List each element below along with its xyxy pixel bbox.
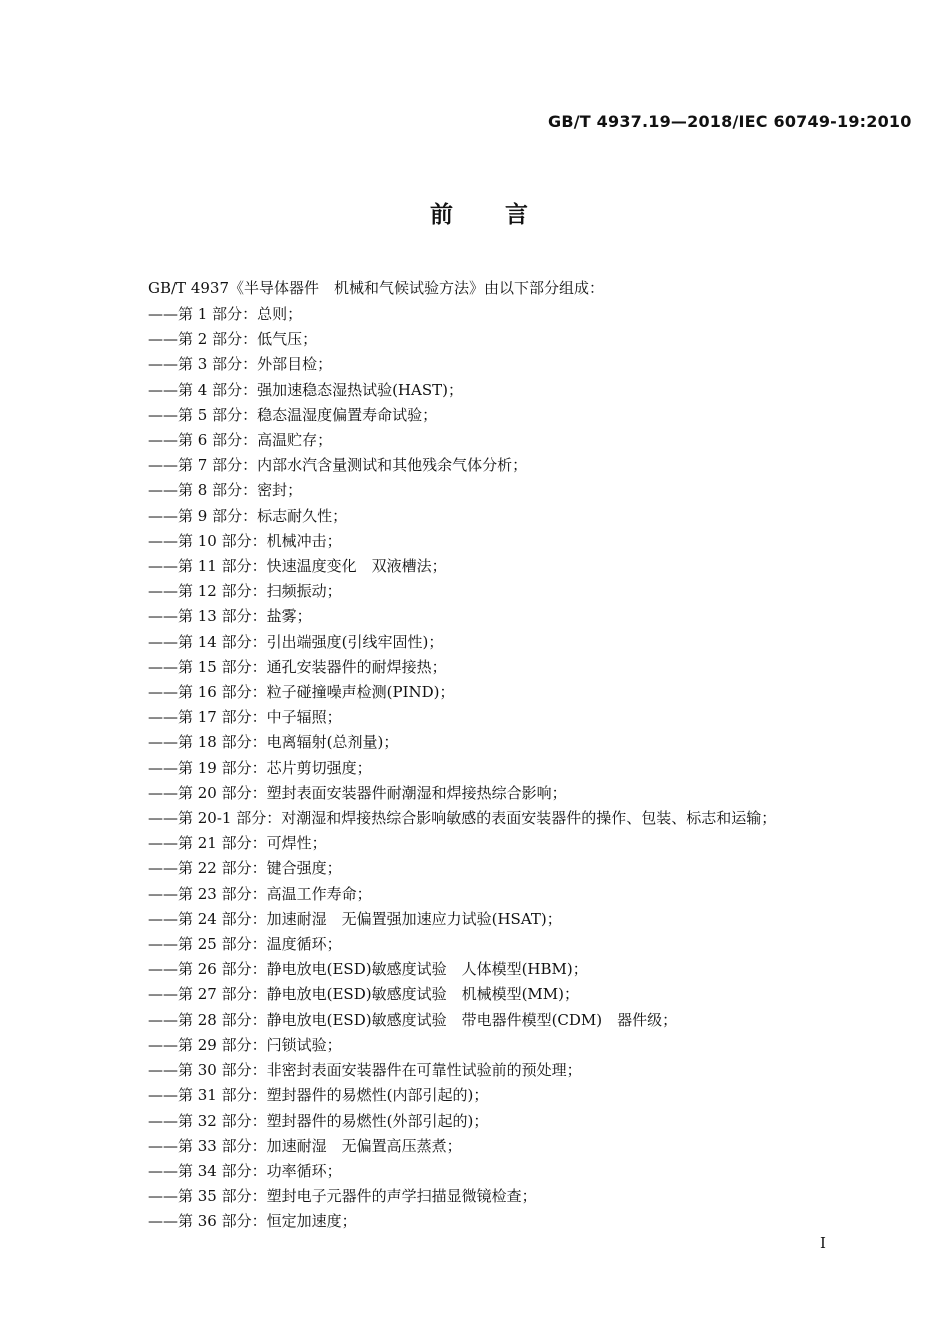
intro-paragraph: GB/T 4937《半导体器件 机械和气候试验方法》由以下部分组成： [148,279,605,297]
list-item: ——第 6 部分：高温贮存； [148,431,333,450]
list-item: ——第 18 部分：电离辐射(总剂量)； [148,733,399,752]
list-item: ——第 13 部分：盐雾； [148,607,312,626]
list-item: ——第 28 部分：静电放电(ESD)敏感度试验 带电器件模型(CDM) 器件级； [148,1010,678,1029]
list-item: ——第 32 部分：塑封器件的易燃性(外部引起的)； [148,1111,489,1130]
list-item: ——第 30 部分：非密封表面安装器件在可靠性试验前的预处理； [148,1061,582,1080]
list-item: ——第 20-1 部分：对潮湿和焊接热综合影响敏感的表面安装器件的操作、包装、标志和运输； [148,809,777,828]
list-item: ——第 16 部分：粒子碰撞噪声检测(PIND)； [148,683,455,702]
list-item: ——第 17 部分：中子辐照； [148,708,342,727]
list-item: ——第 15 部分：通孔安装器件的耐焊接热； [148,657,447,676]
list-item: ——第 14 部分：引出端强度(引线牢固性)； [148,632,444,651]
list-item: ——第 20 部分：塑封表面安装器件耐潮湿和焊接热综合影响； [148,783,567,802]
list-item: ——第 9 部分：标志耐久性； [148,506,348,525]
list-item: ——第 21 部分：可焊性； [148,834,327,853]
list-item: ——第 31 部分：塑封器件的易燃性(内部引起的)； [148,1086,489,1105]
list-item: ——第 33 部分：加速耐湿 无偏置高压蒸煮； [148,1136,462,1155]
standard-number-header: GB/T 4937.19—2018/IEC 60749-19:2010 [548,112,912,131]
parts-list [148,302,776,1235]
list-item: ——第 5 部分：稳态温湿度偏置寿命试验； [148,405,438,424]
list-item: ——第 2 部分：低气压； [148,330,318,349]
list-item: ——第 19 部分：芯片剪切强度； [148,758,372,777]
list-item: ——第 29 部分：闩锁试验； [148,1035,342,1054]
list-item: ——第 11 部分：快速温度变化 双液槽法； [148,557,447,576]
list-item: ——第 35 部分：塑封电子元器件的声学扫描显微镜检查； [148,1187,537,1206]
list-item: ——第 23 部分：高温工作寿命； [148,884,372,903]
list-item: ——第 24 部分：加速耐湿 无偏置强加速应力试验(HSAT)； [148,909,562,928]
list-item: ——第 10 部分：机械冲击； [148,531,342,550]
list-item: ——第 12 部分：扫频振动； [148,582,342,601]
list-item: ——第 4 部分：强加速稳态湿热试验(HAST)； [148,380,463,399]
list-item: ——第 1 部分：总则； [148,305,303,323]
list-item: ——第 26 部分：静电放电(ESD)敏感度试验 人体模型(HBM)； [148,960,588,979]
page-title: 前言 [430,202,580,228]
list-item: ——第 22 部分：键合强度； [148,859,342,878]
list-item: ——第 34 部分：功率循环； [148,1161,342,1180]
list-item: ——第 25 部分：温度循环； [148,935,342,954]
page-number: I [820,1234,826,1252]
list-item: ——第 3 部分：外部目检； [148,355,333,374]
list-item: ——第 7 部分：内部水汽含量测试和其他残余气体分析； [148,456,528,475]
list-item: ——第 27 部分：静电放电(ESD)敏感度试验 机械模型(MM)； [148,985,580,1004]
list-item: ——第 36 部分：恒定加速度； [148,1212,357,1231]
list-item: ——第 8 部分：密封； [148,481,303,500]
